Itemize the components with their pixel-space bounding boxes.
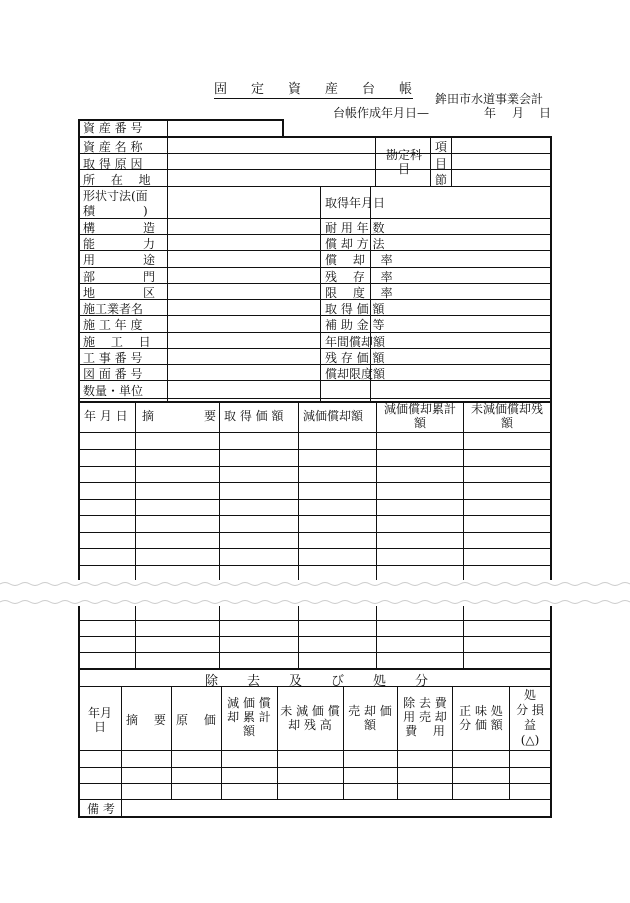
account-item-label: 項 [435,140,448,154]
ledger-header-depreciation: 減価償却額 [303,409,364,423]
grid-line-h [78,548,550,549]
grid-line-h [78,532,550,533]
disposal-header-accumulated: 減 価 償 却 累 計 額 [227,696,271,738]
grid-line-h [78,565,550,566]
valuation-label: 償 却 率 [325,253,393,267]
attribute-label: 施 工 日 [83,335,151,349]
grid-line-v [451,136,452,186]
grid-line-h [78,620,550,621]
attribute-label: 図 面 番 号 [83,367,143,381]
valuation-label: 限 度 率 [325,286,393,300]
grid-line-v [78,136,80,402]
grid-line-h [78,466,550,467]
created-month: 月 [512,106,525,120]
grid-line-h [78,136,551,138]
grid-line-v [78,668,80,818]
grid-line-h [78,515,550,516]
grid-line-h [78,364,550,365]
disposal-header-sale: 売 却 価 額 [348,704,392,732]
grid-line-v [550,668,552,818]
attribute-label: 形状寸法(面 [83,189,148,203]
valuation-label: 取 得 価 額 [325,302,385,316]
grid-line-v [219,401,220,580]
grid-line-h [78,482,550,483]
created-day: 日 [539,106,552,120]
account-sub-label: 目 [435,157,448,171]
grid-line-v [78,119,80,137]
grid-line-h [78,636,550,637]
grid-line-v [167,136,168,402]
valuation-label: 年間償却額 [325,335,386,349]
valuation-label: 耐 用 年 数 [325,221,385,235]
page-break-wave [0,580,630,606]
remarks-label: 備 考 [87,802,115,816]
ledger-header-date: 年 月 日 [84,409,128,423]
grid-line-h [430,169,550,170]
asset-number-field[interactable] [168,120,282,136]
disposal-header-date: 年月 日 [87,706,112,734]
ledger-header-accumulated: 減価償却累計 額 [383,402,456,430]
grid-line-h [78,750,550,751]
grid-line-h [78,380,550,381]
disposal-title-char: 除 [205,674,219,689]
grid-line-v [550,401,552,580]
grid-line-v [550,604,552,670]
ledger-header-summary-b: 要 [204,409,217,423]
disposal-title-char: 処 [373,674,387,689]
asset-number-label: 資 産 番 号 [83,121,143,135]
grid-line-v [375,136,376,186]
wave-edge [0,580,630,606]
grid-line-h [78,398,550,399]
disposal-header-net: 正 味 処 分 価 額 [459,704,503,732]
attribute-label: 能 力 [83,237,156,251]
disposal-header-cost: 原 価 [176,713,216,727]
grid-line-h [78,652,550,653]
valuation-label: 償 却 方 法 [325,237,385,251]
grid-line-h [78,767,550,768]
grid-line-h [78,218,550,219]
account-section-label: 節 [435,173,448,187]
grid-line-h [78,499,550,500]
disposal-title-char: 及 [289,674,303,689]
ledger-header-undepreciated: 未減価償却残 額 [470,402,543,430]
grid-line-v [430,136,431,186]
grid-line-v [282,119,284,137]
page-title: 固 定 資 産 台 帳 [214,78,413,99]
disposal-title-char: 去 [247,674,261,689]
valuation-label: 残 存 価 額 [325,351,385,365]
attribute-label: 数量・単位 [83,384,144,398]
grid-line-v [78,401,80,580]
attribute-label: 資 産 名 称 [83,140,143,154]
attribute-label: 施 工 年 度 [83,318,143,332]
disposal-title-char: 分 [415,674,429,689]
created-year: 年 [484,106,497,120]
grid-line-v [135,401,136,580]
grid-line-v [550,136,552,402]
attribute-label: 積 ) [83,204,148,218]
grid-line-h [430,153,550,154]
attribute-label: 構 造 [83,221,156,235]
disposal-title-char: び [331,674,345,689]
attribute-label: 取 得 原 因 [83,157,143,171]
attribute-label: 施工業者名 [83,302,144,316]
disposal-header-summary: 摘 要 [126,713,166,727]
created-date-label: 台帳作成年月日— [333,106,430,120]
attribute-label: 部 門 [83,270,156,284]
valuation-label: 残 存 率 [325,270,393,284]
attribute-label: 工 事 番 号 [83,351,143,365]
ledger-header-acquisition: 取 得 価 額 [224,409,284,423]
grid-line-h [78,267,550,268]
grid-line-h [78,799,550,800]
grid-line-h [78,315,550,316]
attribute-label: 用 途 [83,253,156,267]
disposal-header-gain-loss: 処 分 損 益 (△) [516,688,544,747]
grid-line-v [78,604,80,670]
grid-line-h [78,816,551,818]
grid-line-v [320,186,321,402]
grid-line-h [78,783,550,784]
valuation-label: 取得年月日 [325,196,386,210]
attribute-label: 地 区 [83,286,156,300]
valuation-label: 償却限度額 [325,367,386,381]
grid-line-h [78,449,550,450]
disposal-header-undepreciated: 未 減 価 償 却 残 高 [280,704,340,732]
grid-line-h [78,686,550,687]
grid-line-h [78,432,550,433]
organization-name: 鉾田市水道事業会計 [435,92,544,106]
ledger-header-summary-a: 摘 [142,409,155,423]
grid-line-h [78,668,551,670]
disposal-header-removal-cost: 除 去 費 用 売 却 費 用 [403,696,447,738]
attribute-label: 所 在 地 [83,173,151,187]
account-label: 勘定科 目 [385,148,422,176]
grid-line-v [298,401,299,580]
grid-line-h [78,332,550,333]
valuation-label: 補 助 金 等 [325,318,385,332]
